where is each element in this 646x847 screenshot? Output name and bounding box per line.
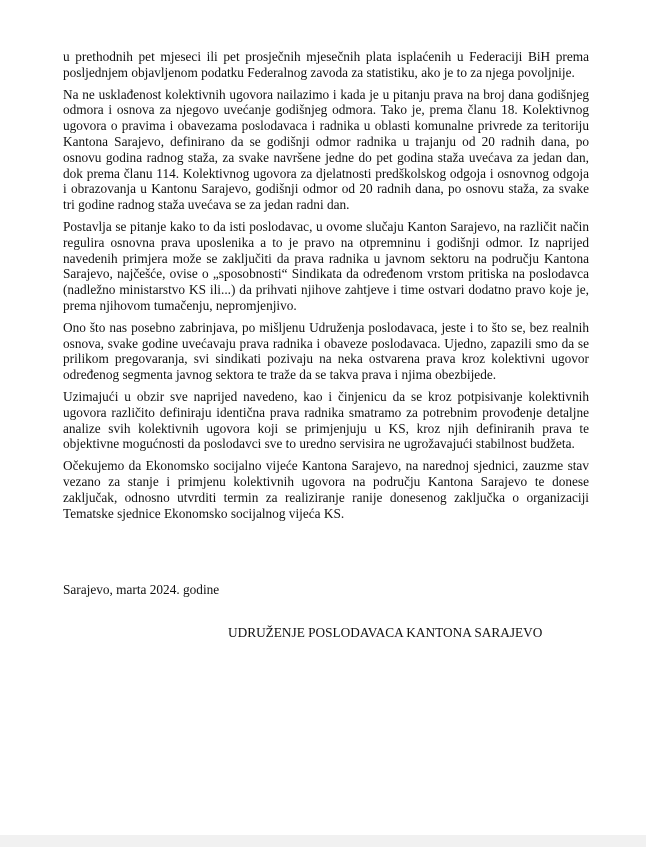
paragraph-severance-continuation: u prethodnih pet mjeseci ili pet prosječnih mjesečnih plata isplaćenih u Federaciji BiH prema posljednjem objavljenom podatku Federalnog zavoda za statistiku, ako je to za njega povoljnije. — [63, 49, 589, 80]
paragraph-expectation: Očekujemo da Ekonomsko socijalno vijeće Kantona Sarajevo, na narednoj sjednici, zauzme stav vezano za stanje i primjenu kolektivnih ugovora na području Kantona Sarajevo te donese zaključak, odnosno utvrditi termin za realiziranje ranije donesenog zaključka o organizaciji Tematske sjednice Ekonomsko socijalnog vijeća KS. — [63, 458, 589, 521]
paragraph-analysis: Uzimajući u obzir sve naprijed navedeno, kao i činjenicu da se kroz potpisivanje kolektivnih ugovora različito definiraju identična prava radnika smatramo za potrebnim provođenje detaljne analize svih kolektivnih ugovora koji se primjenjuju u KS, kroz njih definiranih prava te objektivne mogućnosti da poslodavci sve to uredno servisira ne ugrožavajući stabilnost budžeta. — [63, 388, 589, 452]
paragraph-employer-question: Postavlja se pitanje kako to da isti poslodavac, u ovome slučaju Kanton Sarajevo, na različit način regulira osnovna prava uposlenika a to je pravo na otpremninu i godišnji odmor. Iz naprijed navedenih primjera može se zaključiti da prava radnika u javnom sektoru na području Kantona Sarajevo, najčešće, ovise o „sposobnosti“ Sindikata da određenom vrstom pritiska na poslodavca (nadležno ministarstvo KS ili...) da prihvati njihove zahtjeve i time ostvari dodatno pravo koje je, prema njihovom tumačenju, nepromjenjivo. — [63, 218, 589, 313]
signature-organization: UDRUŽENJE POSLODAVACA KANTONA SARAJEVO — [228, 625, 543, 640]
paragraph-concern: Ono što nas posebno zabrinjava, po mišljenu Udruženja poslodavaca, jeste i to što se, bez realnih osnova, svake godine uvećavaju prava radnika i obaveze poslodavaca. Ujedno, zapazili smo da se prilikom pregovaranja, svi sindikati pozivaju na neka ostvarena prava kroz kolektivni ugovor određenog segmenta javnog sektora te traže da se takva prava i njima obezbijede. — [63, 319, 589, 383]
document-body — [63, 49, 589, 527]
place-date: Sarajevo, marta 2024. godine — [63, 582, 220, 597]
paragraph-annual-leave: Na ne usklađenost kolektivnih ugovora nailazimo i kada je u pitanju prava na broj dana godišnjeg odmora i osnova za njegovo uvećanje godišnjeg odmora. Tako je, prema članu 18. Kolektivnog ugovora o pravima i obavezama poslodavaca i radnika u oblasti komunalne privrede za teritoriju Kantona Sarajevo, definirano da se godišnji odmor radnika u trajanju od 20 radnih dana, po osnovu godina radnog staža, za svake navršene jedne do pet godina staža uvećava za jedan dan, dok prema članu 114. Kolektivnog ugovora za djelatnosti predškolskog odgoja i osnovnog odgoja i obrazovanja u Kantonu Sarajevo, godišnji odmor od 20 radnih dana, po osnovu staža, za svake tri godine radnog staža uvećava se za jedan radni dan. — [63, 86, 589, 213]
